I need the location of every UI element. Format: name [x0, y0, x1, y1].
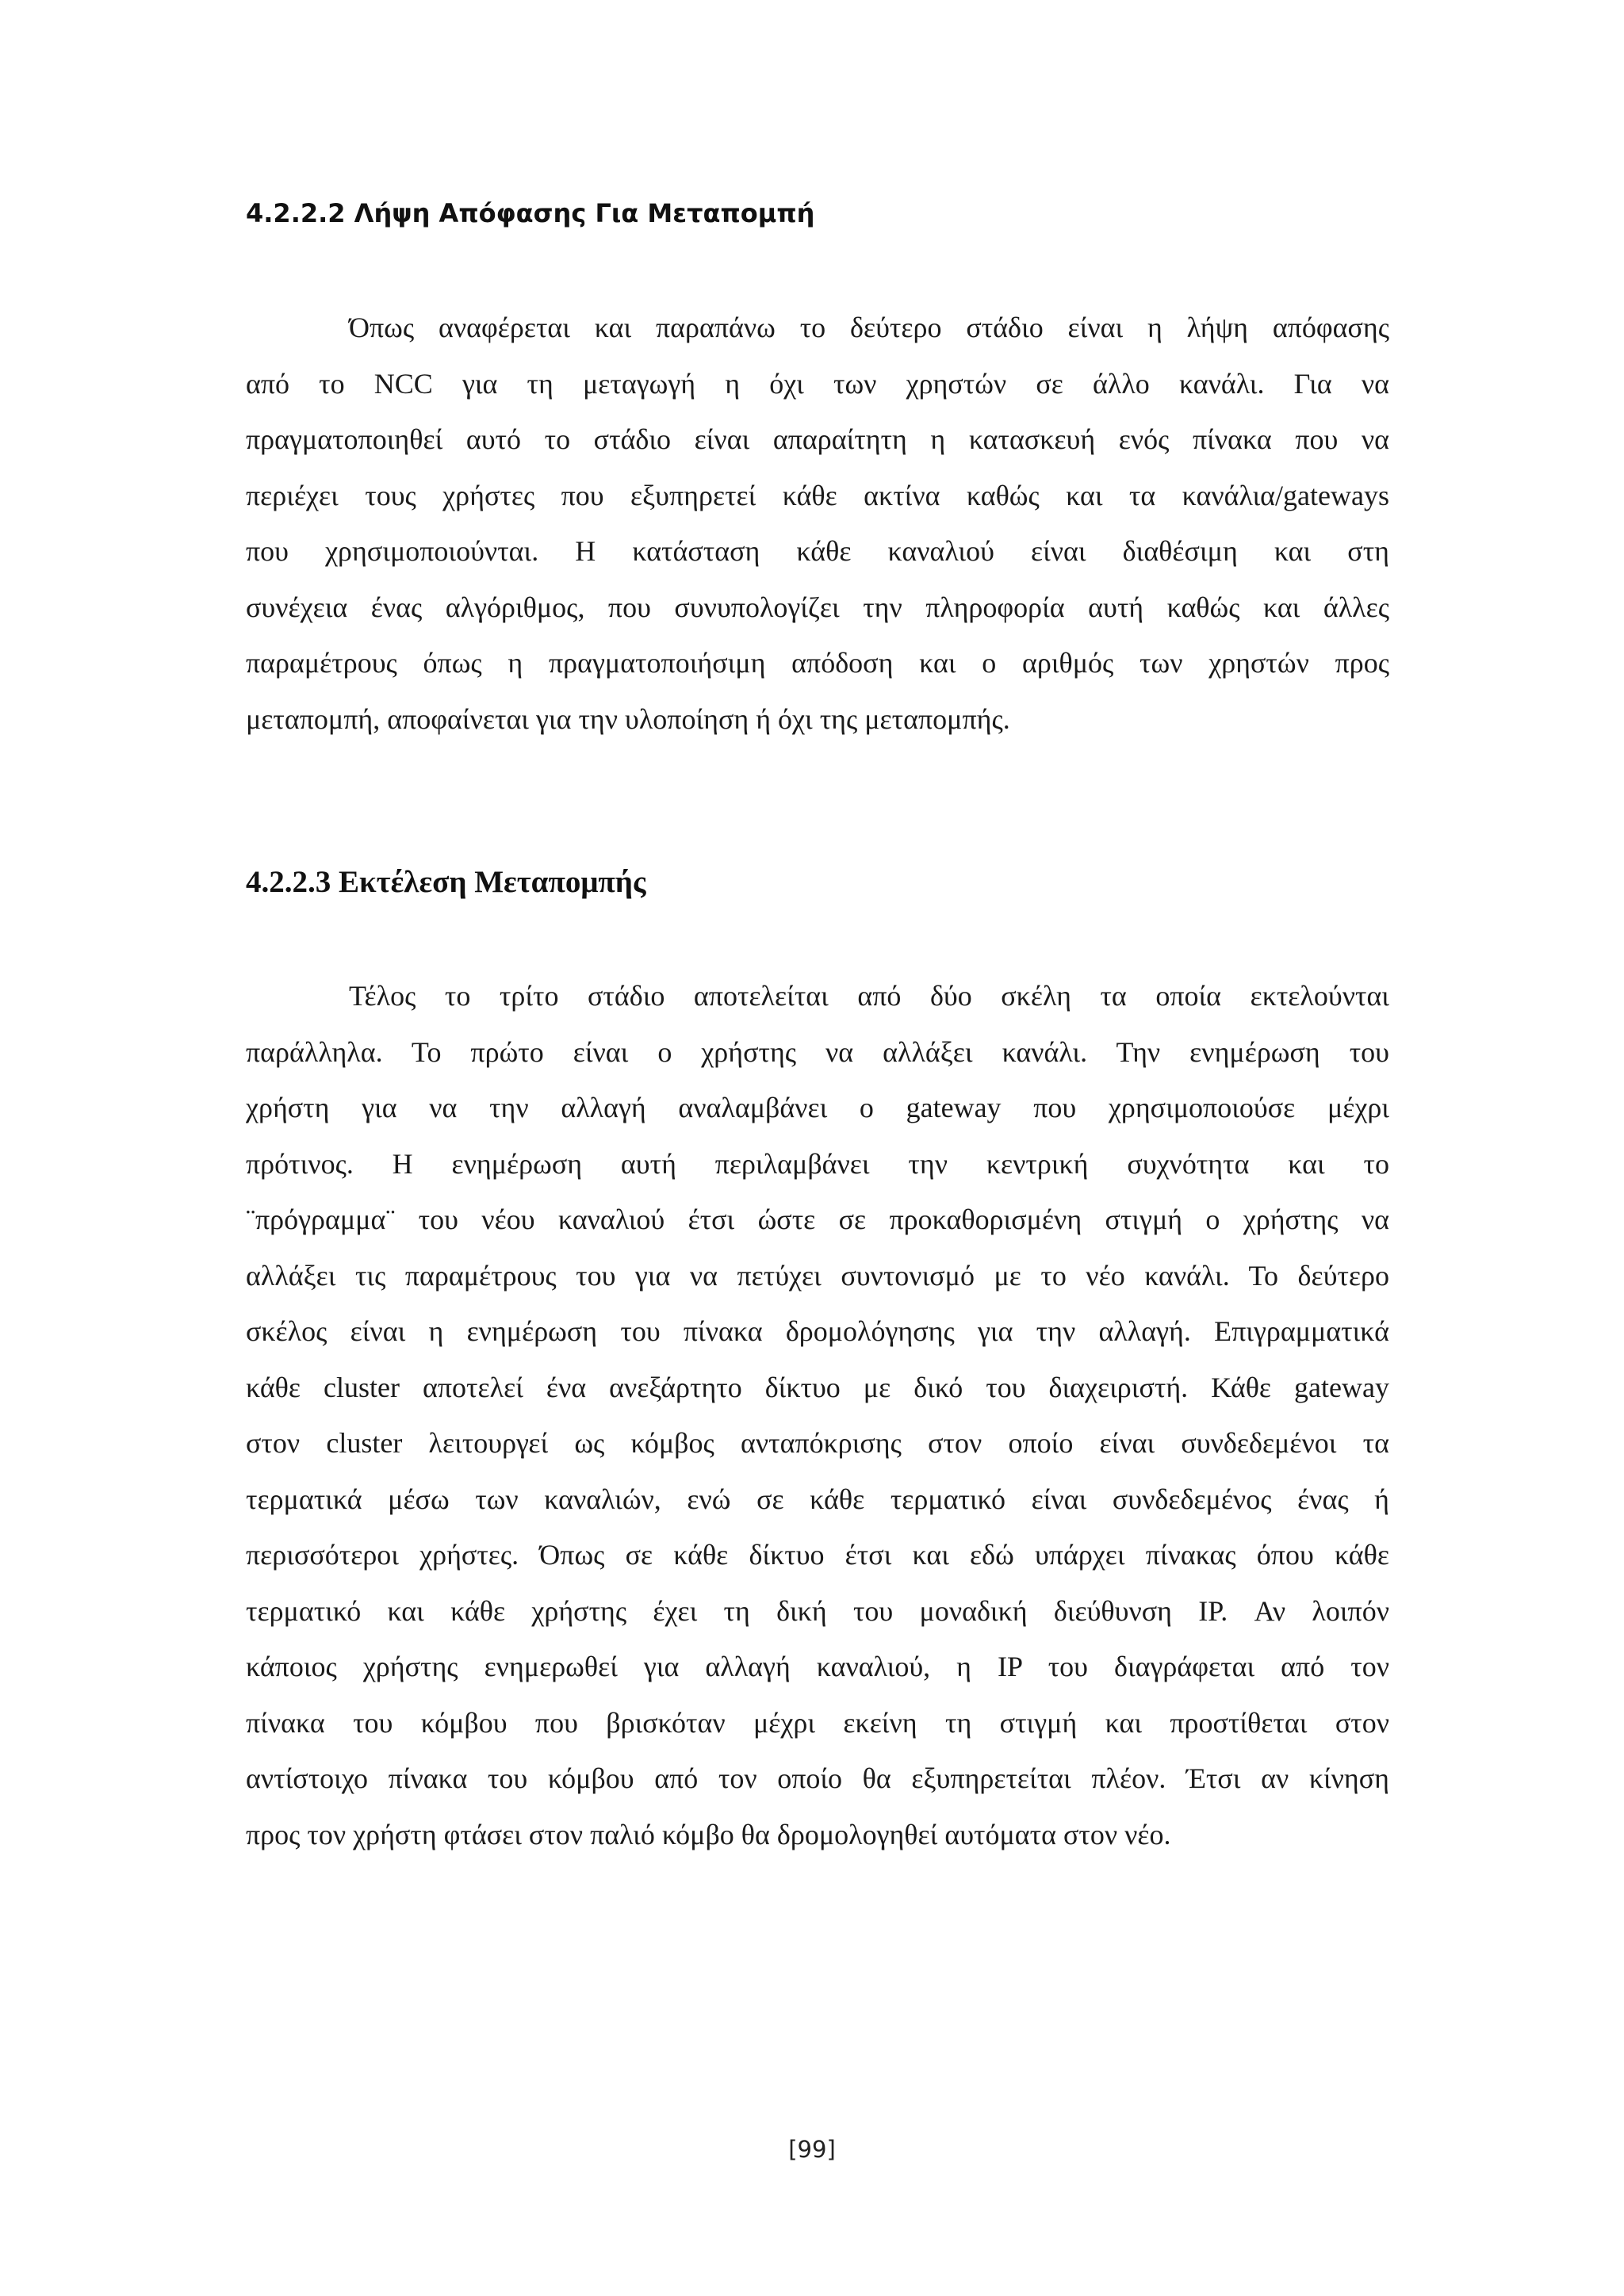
section-heading-4-2-2-3: 4.2.2.3 Εκτέλεση Μεταπομπής	[246, 865, 646, 899]
text-line: μεταπομπή, αποφαίνεται για την υλοποίηση ή όχι της μεταπομπής.	[246, 702, 1010, 735]
text-line: συνέχεια ένας αλγόριθμος, που συνυπολογίζει την πληροφορία αυτή καθώς και άλλες	[246, 591, 1389, 623]
text-line: τερματικά μέσω των καναλιών, ενώ σε κάθε τερματικό είναι συνδεδεμένος ένας ή	[246, 1483, 1389, 1515]
text-line: πραγματοποιηθεί αυτό το στάδιο είναι απαραίτητη η κατασκευή ενός πίνακα που να	[246, 423, 1389, 455]
text-line: πρότινος. Η ενημέρωση αυτή περιλαμβάνει την κεντρική συχνότητα και το	[246, 1147, 1389, 1180]
text-line: ¨πρόγραμμα¨ του νέου καναλιού έτσι ώστε σε προκαθορισμένη στιγμή ο χρήστης να	[246, 1203, 1389, 1235]
text-line: χρήστη για να την αλλαγή αναλαμβάνει ο gateway που χρησιμοποιούσε μέχρι	[246, 1092, 1389, 1123]
page-number: [99]	[788, 2136, 836, 2163]
text-line: Όπως αναφέρεται και παραπάνω το δεύτερο στάδιο είναι η λήψη απόφασης	[349, 312, 1389, 343]
text-line: σκέλος είναι η ενημέρωση του πίνακα δρομολόγησης για την αλλαγή. Επιγραμματικά	[246, 1315, 1389, 1347]
text-line: που χρησιμοποιούνται. Η κατάσταση κάθε καναλιού είναι διαθέσιμη και στη	[246, 535, 1389, 567]
text-line: αλλάξει τις παραμέτρους του για να πετύχει συντονισμό με το νέο κανάλι. Το δεύτερο	[246, 1259, 1389, 1292]
text-line: περισσότεροι χρήστες. Όπως σε κάθε δίκτυο έτσι και εδώ υπάρχει πίνακας όπου κάθε	[246, 1539, 1389, 1571]
text-line: κάθε cluster αποτελεί ένα ανεξάρτητο δίκτυο με δικό του διαχειριστή. Κάθε gateway	[246, 1371, 1389, 1403]
text-line: Τέλος το τρίτο στάδιο αποτελείται από δύο σκέλη τα οποία εκτελούνται	[349, 980, 1389, 1012]
text-line: πίνακα του κόμβου που βρισκόταν μέχρι εκείνη τη στιγμή και προστίθεται στον	[246, 1706, 1389, 1739]
text-line: αντίστοιχο πίνακα του κόμβου από τον οποίο θα εξυπηρετείται πλέον. Έτσι αν κίνηση	[246, 1762, 1389, 1794]
text-line: τερματικό και κάθε χρήστης έχει τη δική του μοναδική διεύθυνση IP. Αν λοιπόν	[246, 1594, 1389, 1627]
text-line: παράλληλα. Το πρώτο είναι ο χρήστης να αλλάξει κανάλι. Την ενημέρωση του	[246, 1035, 1389, 1068]
text-line: παραμέτρους όπως η πραγματοποιήσιμη απόδοση και ο αριθμός των χρηστών προς	[246, 647, 1389, 679]
text-line: προς τον χρήστη φτάσει στον παλιό κόμβο θα δρομολογηθεί αυτόματα στον νέο.	[246, 1818, 1171, 1850]
text-line: από το NCC για τη μεταγωγή η όχι των χρηστών σε άλλο κανάλι. Για να	[246, 367, 1389, 400]
text-line: κάποιος χρήστης ενημερωθεί για αλλαγή καναλιού, η IP του διαγράφεται από τον	[246, 1651, 1389, 1682]
paragraph-decision	[246, 300, 1389, 747]
paragraph-execution	[246, 968, 1389, 1862]
section-heading-4-2-2-2: 4.2.2.2 Λήψη Απόφασης Για Μεταπομπή	[246, 198, 815, 228]
text-line: στον cluster λειτουργεί ως κόμβος ανταπόκρισης στον οποίο είναι συνδεδεμένοι τα	[246, 1427, 1389, 1459]
text-line: περιέχει τους χρήστες που εξυπηρετεί κάθε ακτίνα καθώς και τα κανάλια/gateways	[246, 479, 1389, 511]
